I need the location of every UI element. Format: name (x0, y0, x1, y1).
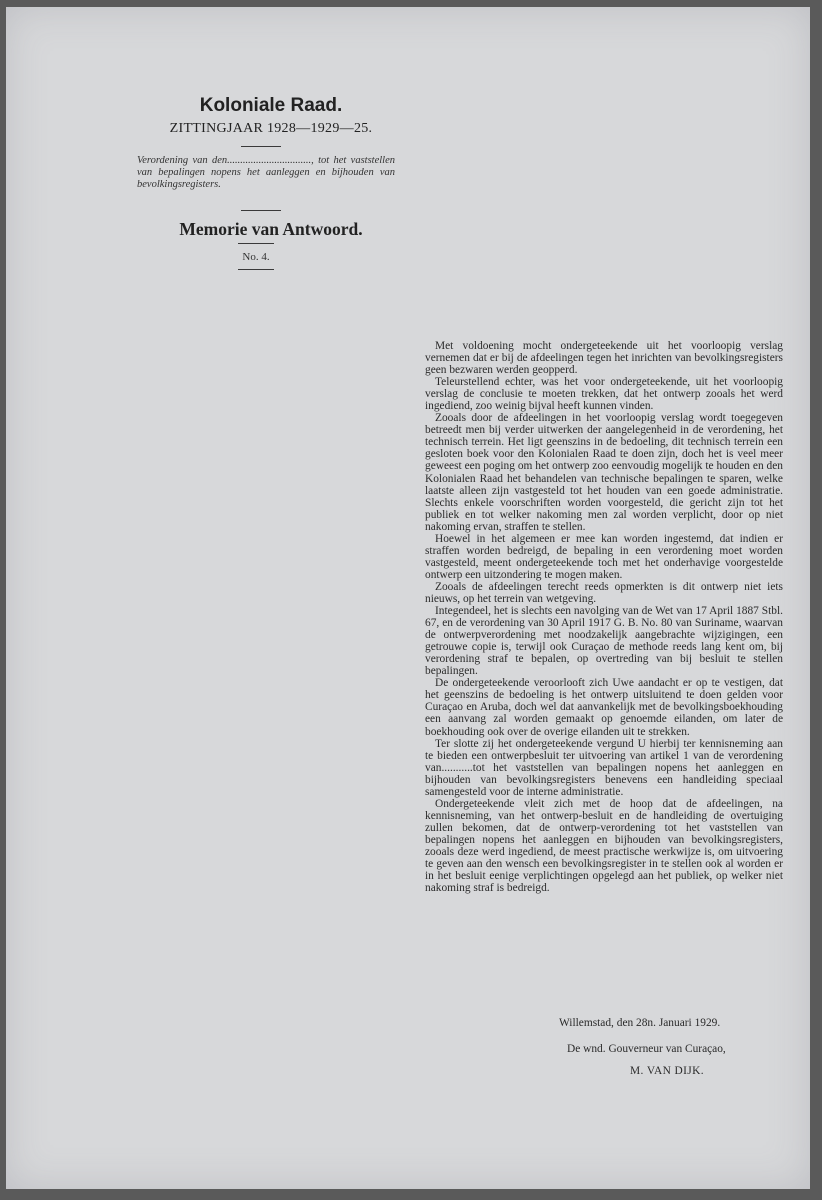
body-paragraph: Zooals de afdeelingen terecht reeds opmerkten is dit ontwerp niet iets nieuws, op het terrein van wetgeving. (425, 580, 783, 605)
body-paragraph: Zooals door de afdeelingen in het voorloopig verslag wordt toegegeven betreedt men bij verder uitwerken der aangelegenheid in de verordening, het technisch terrein. Het ligt geenszins in de bedoeling, dit technisch terrein een gesloten boek voor den Kolonialen Raad te doen zijn, doch het is veel meer geweest een poging om het ontwerp zoo eenvoudig mogelijk te houden en den Kolonialen Raad het behandelen van technische bepalingen te sparen, welke laatste alleen zijn vastgesteld tot het houden van een goede administratie. Slechts enkele voorschriften worden voorgesteld, die gericht zijn tot het publiek en tot welker nakoming men zal worden verplicht, door op niet nakoming ervan, straffen te stellen. (425, 412, 783, 533)
document-title: Memorie van Antwoord. (179, 219, 363, 239)
signature: M. VAN DIJK. (630, 1065, 704, 1077)
body-paragraph: Met voldoening mocht ondergeteekende uit het voorloopig verslag vernemen dat er bij de afdeelingen tegen het inrichten van bevolkingsregisters geen bezwaren werden geopperd. (425, 340, 783, 377)
divider (238, 269, 274, 270)
session-year: ZITTINGJAAR 1928—1929—25. (169, 121, 373, 136)
body-paragraph: Hoewel in het algemeen er mee kan worden ingestemd, dat indien er straffen worden bedreigd, de bepaling in een verordening moet worden vastgesteld, meent ondergeteekende toch met het onderhavige voorgestelde ontwerp een uitzondering te mogen maken. (425, 532, 783, 581)
body-paragraph: De ondergeteekende veroorlooft zich Uwe aandacht er op te vestigen, dat het geenszins de bedoeling is het ontwerp uitsluitend te doen gelden voor Curaçao en Aruba, doch wel dat aanvankelijk met de bevolkingsboekhouding een aanvang zal worden gemaakt op genoemde eilanden, om later de boekhouding ook over de overige eilanden uit te strekken. (425, 677, 783, 738)
governor-line: De wnd. Gouverneur van Curaçao, (567, 1043, 726, 1055)
body-paragraph: Integendeel, het is slechts een navolging van de Wet van 17 April 1887 Stbl. 67, en de verordening van 30 April 1917 G. B. No. 80 van Suriname, waarvan de ontwerpverordening met noodzakelijk aangebrachte wijzigingen, een getrouwe copie is, terwijl ook Curaçao de methode reeds lang kent om, bij verordening straf te bepalen, op overtreding van bij besluit te stellen bepalingen. (425, 605, 783, 678)
council-heading: Koloniale Raad. (199, 95, 343, 116)
body-paragraph: Teleurstellend echter, was het voor ondergeteekende, uit het voorloopig verslag de conclusie te moeten trekken, dat het ontwerp zooals het werd ingediend, zoo weinig bijval heeft kunnen vinden. (425, 376, 783, 413)
answer-body (425, 340, 783, 894)
place-date: Willemstad, den 28n. Januari 1929. (559, 1017, 721, 1029)
divider (238, 243, 274, 244)
divider (241, 210, 281, 211)
document-page (6, 7, 810, 1189)
document-number: No. 4. (242, 251, 270, 263)
ordinance-title: Verordening van den................................, tot het vaststellen van bepalingen nopens het aanleggen en bijhouden van bevolkingsregisters. (137, 155, 395, 190)
body-paragraph: Ondergeteekende vleit zich met de hoop dat de afdeelingen, na kennisneming, van het ontwerp-besluit en de handleiding de overtuiging zullen bekomen, dat de ontwerp-verordening tot het vaststellen van bepalingen nopens het aanleggen en bijhouden van bevolkingsregisters, zooals deze werd ingediend, de meest practische werkwijze is, om uitvoering te geven aan den wensch een bevolkingsregister in te stellen ook al worden er in het besluit eenige verplichtingen opgelegd aan het publiek, op welker niet nakoming straf is bedreigd. (425, 797, 783, 895)
body-paragraph: Ter slotte zij het ondergeteekende vergund U hierbij ter kennisneming aan te bieden een ontwerpbesluit ter uitvoering van artikel 1 van de verordening van...........tot het vaststellen van bepalingen nopens het aanleggen en bijhouden van bevolkingsregisters benevens een handleiding speciaal samengesteld voor de interne administratie. (425, 737, 783, 798)
divider (241, 146, 281, 147)
